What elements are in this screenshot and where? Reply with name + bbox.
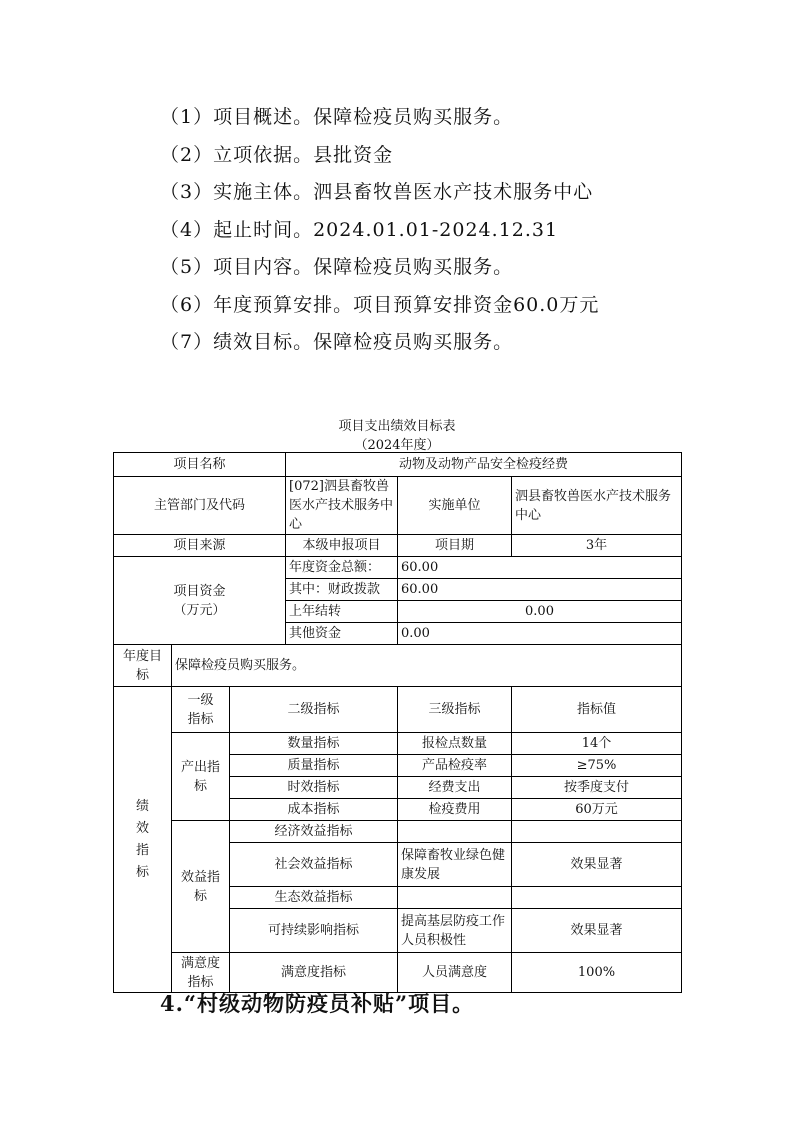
output-l2: 时效指标 bbox=[230, 777, 398, 799]
intro-item-7: （7）绩效目标。保障检疫员购买服务。 bbox=[160, 331, 514, 353]
benefit-val: 效果显著 bbox=[512, 909, 682, 953]
perf-label-cell bbox=[114, 687, 172, 993]
table-title: 项目支出绩效目标表 bbox=[338, 419, 456, 434]
intro-item-3: （3）实施主体。泗县畜牧兽医水产技术服务中心 bbox=[160, 181, 594, 203]
output-l2: 数量指标 bbox=[230, 733, 398, 755]
source-label: 项目来源 bbox=[114, 535, 286, 557]
output-val: 60万元 bbox=[512, 799, 682, 821]
section-heading: 4.“村级动物防疫员补贴”项目。 bbox=[160, 991, 475, 1016]
funds-label: 项目资金 bbox=[173, 583, 226, 599]
benefit-l2: 社会效益指标 bbox=[230, 843, 398, 887]
performance-table bbox=[113, 452, 682, 993]
funds-row-value: 60.00 bbox=[398, 557, 682, 579]
table-row bbox=[114, 733, 682, 755]
output-val: 14个 bbox=[512, 733, 682, 755]
funds-row-value: 0.00 bbox=[398, 623, 682, 645]
benefit-val bbox=[512, 821, 682, 843]
dept-value: [072]泗县畜牧兽医水产技术服务中心 bbox=[286, 477, 398, 535]
benefit-l3: 保障畜牧业绿色健康发展 bbox=[398, 843, 512, 887]
benefit-val bbox=[512, 887, 682, 909]
table-row bbox=[114, 477, 682, 535]
header-l3: 三级指标 bbox=[398, 687, 512, 733]
funds-row-label: 其他资金 bbox=[286, 623, 398, 645]
output-l2: 成本指标 bbox=[230, 799, 398, 821]
impl-value: 泗县畜牧兽医水产技术服务中心 bbox=[512, 477, 682, 535]
project-name-value: 动物及动物产品安全检疫经费 bbox=[286, 453, 682, 477]
intro-item-2: （2）立项依据。县批资金 bbox=[160, 143, 394, 166]
benefit-l3 bbox=[398, 821, 512, 843]
period-label: 项目期 bbox=[398, 535, 512, 557]
intro-list bbox=[160, 102, 599, 365]
satisfaction-l3: 人员满意度 bbox=[398, 953, 512, 993]
table-row bbox=[114, 687, 682, 733]
funds-label-cell bbox=[114, 557, 286, 645]
period-value: 3年 bbox=[512, 535, 682, 557]
source-value: 本级申报项目 bbox=[286, 535, 398, 557]
dept-label: 主管部门及代码 bbox=[114, 477, 286, 535]
satisfaction-l2: 满意度指标 bbox=[230, 953, 398, 993]
funds-row-value: 0.00 bbox=[398, 601, 682, 623]
output-val: 按季度支付 bbox=[512, 777, 682, 799]
table-row bbox=[114, 953, 682, 993]
header-l1-text: 一级指标 bbox=[187, 692, 214, 727]
funds-row-value: 60.00 bbox=[398, 579, 682, 601]
output-l3: 报检点数量 bbox=[398, 733, 512, 755]
benefit-l3 bbox=[398, 887, 512, 909]
header-l2: 二级指标 bbox=[230, 687, 398, 733]
annual-goal-label: 年度目标 bbox=[114, 645, 172, 687]
project-name-label: 项目名称 bbox=[114, 453, 286, 477]
table-subtitle: （2024年度） bbox=[354, 438, 440, 453]
benefit-label: 效益指标 bbox=[172, 821, 230, 953]
funds-row-label: 年度资金总额： bbox=[286, 557, 398, 579]
benefit-l2: 可持续影响指标 bbox=[230, 909, 398, 953]
intro-item-5: （5）项目内容。保障检疫员购买服务。 bbox=[160, 256, 514, 278]
benefit-l2: 生态效益指标 bbox=[230, 887, 398, 909]
output-l3: 检疫费用 bbox=[398, 799, 512, 821]
output-l3: 经费支出 bbox=[398, 777, 512, 799]
funds-row-label: 其中：财政拨款 bbox=[286, 579, 398, 601]
satisfaction-val: 100% bbox=[512, 953, 682, 993]
header-l1 bbox=[172, 687, 230, 733]
funds-unit: （万元） bbox=[173, 602, 226, 618]
table-row bbox=[114, 557, 682, 579]
impl-label: 实施单位 bbox=[398, 477, 512, 535]
header-val: 指标值 bbox=[512, 687, 682, 733]
benefit-val: 效果显著 bbox=[512, 843, 682, 887]
output-l3: 产品检疫率 bbox=[398, 755, 512, 777]
annual-goal-value: 保障检疫员购买服务。 bbox=[172, 645, 682, 687]
output-val: ≥75% bbox=[512, 755, 682, 777]
table-row bbox=[114, 821, 682, 843]
benefit-l3: 提高基层防疫工作人员积极性 bbox=[398, 909, 512, 953]
table-row bbox=[114, 645, 682, 687]
satisfaction-label: 满意度指标 bbox=[172, 953, 230, 993]
output-l2: 质量指标 bbox=[230, 755, 398, 777]
intro-item-6: （6）年度预算安排。项目预算安排资金60.0万元 bbox=[160, 293, 600, 316]
table-row bbox=[114, 453, 682, 477]
benefit-l2: 经济效益指标 bbox=[230, 821, 398, 843]
intro-item-4: （4）起止时间。2024.01.01-2024.12.31 bbox=[160, 218, 559, 241]
output-label: 产出指标 bbox=[172, 733, 230, 821]
intro-item-1: （1）项目概述。保障检疫员购买服务。 bbox=[160, 106, 514, 128]
table-row bbox=[114, 535, 682, 557]
funds-row-label: 上年结转 bbox=[286, 601, 398, 623]
perf-label: 绩效指标 bbox=[135, 798, 149, 880]
